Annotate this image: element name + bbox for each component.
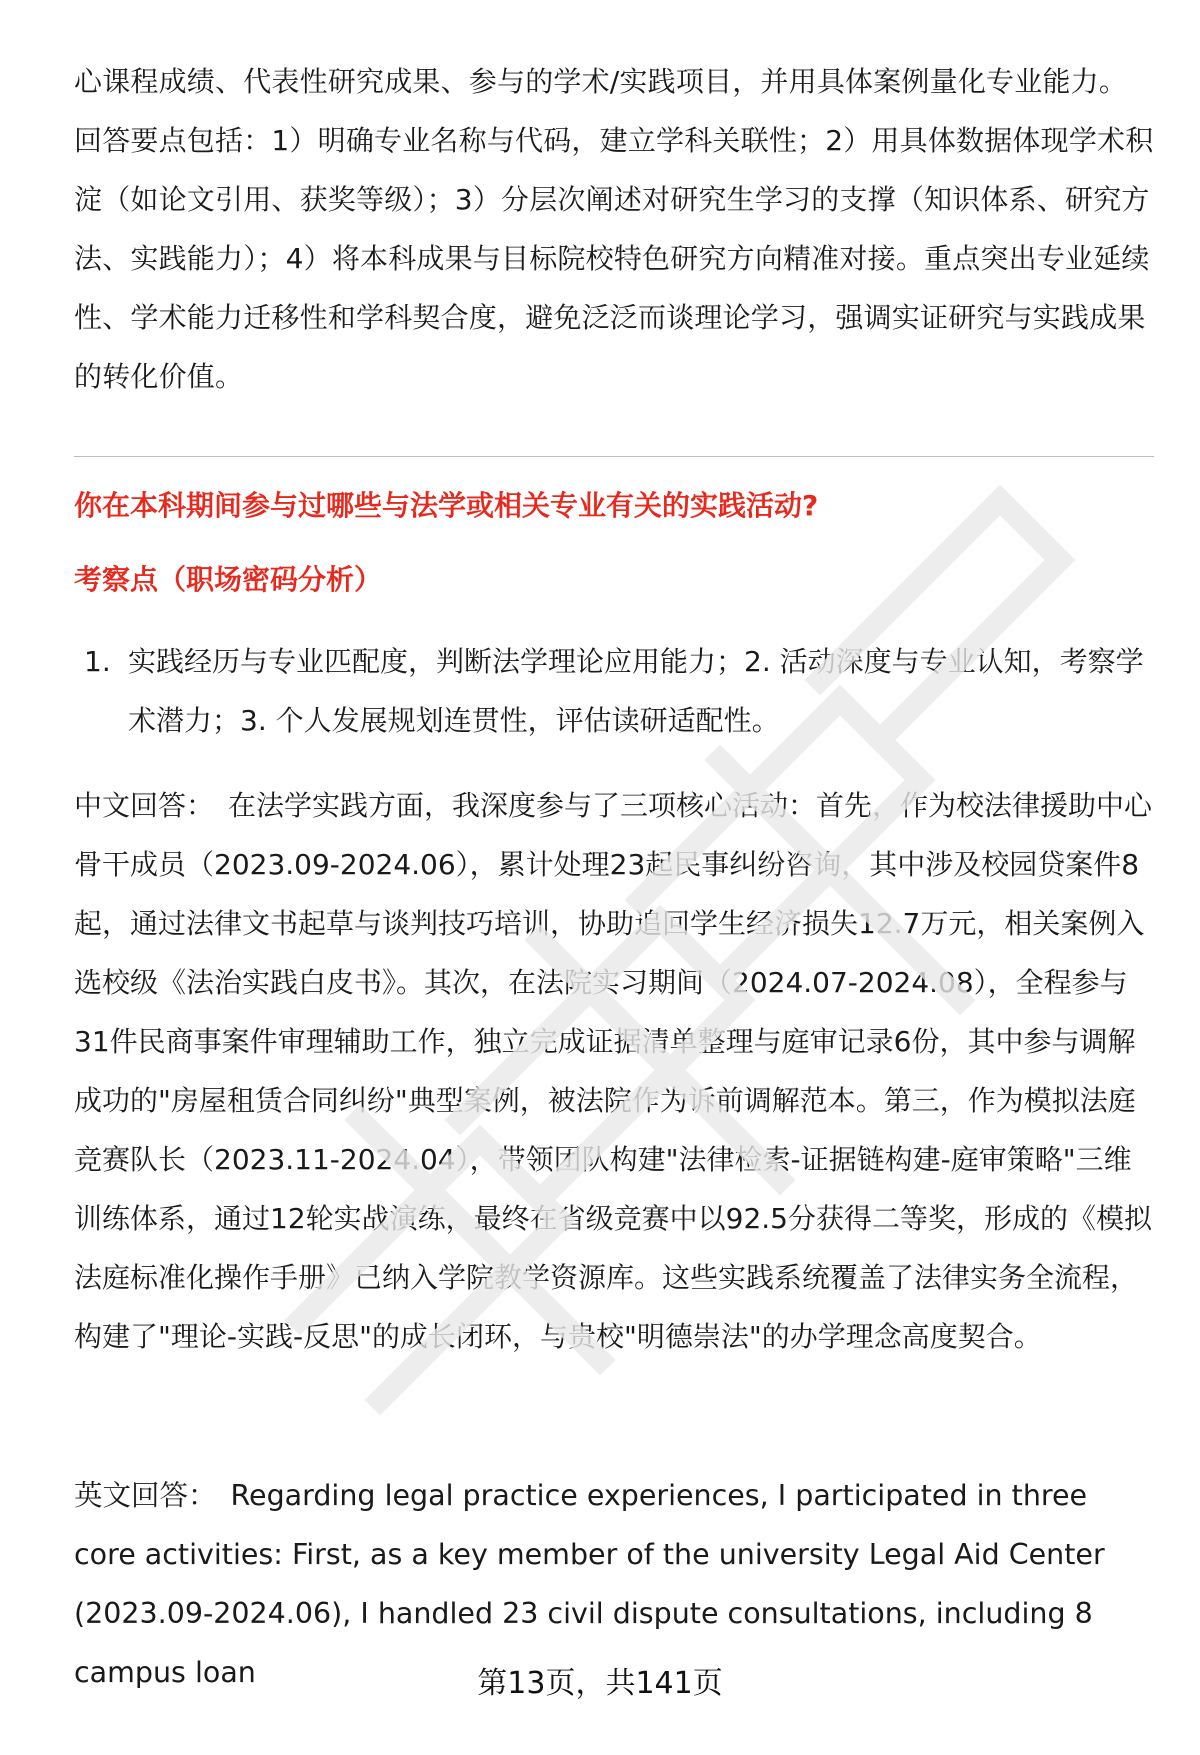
chinese-answer-text: 在法学实践方面，我深度参与了三项核心活动：首先，作为校法律援助中心骨干成员（2023.09-2024.06），累计处理23起民事纠纷咨询，其中涉及校园贷案件8起，通过法律文书起草与谈判技巧培训，协助追回学生经济损失12.7万元，相关案例入选校级《法治实践白皮书》。其次，在法院实习期间（2024.07-2024.08），全程参与31件民商事案件审理辅助工作，独立完成证据清单整理与庭审记录6份，其中参与调解成功的"房屋租赁合同纠纷"典型案例，被法院作为诉前调解范本。第三，作为模拟法庭竞赛队长（2023.11-2024.04），带领团队构建"法律检索-证据链构建-庭审策略"三维训练体系，通过12轮实战演练，最终在省级竞赛中以92.5分获得二等奖，形成的《模拟法庭标准化操作手册》已纳入学院教学资源库。这些实践系统覆盖了法律实务全流程，构建了"理论-实践-反思"的成长闭环，与贵校"明德崇法"的办学理念高度契合。 — [74, 789, 1153, 1353]
question-title: 你在本科期间参与过哪些与法学或相关专业有关的实践活动? — [74, 489, 819, 522]
english-answer-text: Regarding legal practice experiences, I participated in three core activities: First, as a key member of the university Legal Aid Center (2023.09-2024.06), I handled 23 civil dispute consultations, including 8 campus loan — [74, 1479, 1105, 1689]
page-footer: 第13页，共141页 — [477, 1666, 723, 1701]
intro-paragraph: 心课程成绩、代表性研究成果、参与的学术/实践项目，并用具体案例量化专业能力。回答要点包括：1）明确专业名称与代码，建立学科关联性；2）用具体数据体现学术积淀（如论文引用、获奖等级）；3）分层次阐述对研究生学习的支撑（知识体系、研究方法、实践能力）；4）将本科成果与目标院校特色研究方向精准对接。重点突出专业延续性、学术能力迁移性和学科契合度，避免泛泛而谈理论学习，强调实证研究与实践成果的转化价值。 — [74, 65, 1154, 393]
chinese-answer — [74, 776, 1154, 1366]
question-subtitle: 考察点（职场密码分析） — [74, 563, 383, 596]
english-answer-label: 英文回答： — [74, 1479, 217, 1512]
point-text: 实践经历与专业匹配度，判断法学理论应用能力；2. 活动深度与专业认知，考察学术潜力；3. 个人发展规划连贯性，评估读研适配性。 — [128, 645, 1144, 737]
point-number: 1. — [84, 645, 111, 678]
chinese-answer-label: 中文回答： — [74, 789, 215, 822]
intro-block — [74, 52, 1154, 406]
section-divider — [74, 456, 1154, 457]
assessment-points — [84, 632, 1154, 750]
